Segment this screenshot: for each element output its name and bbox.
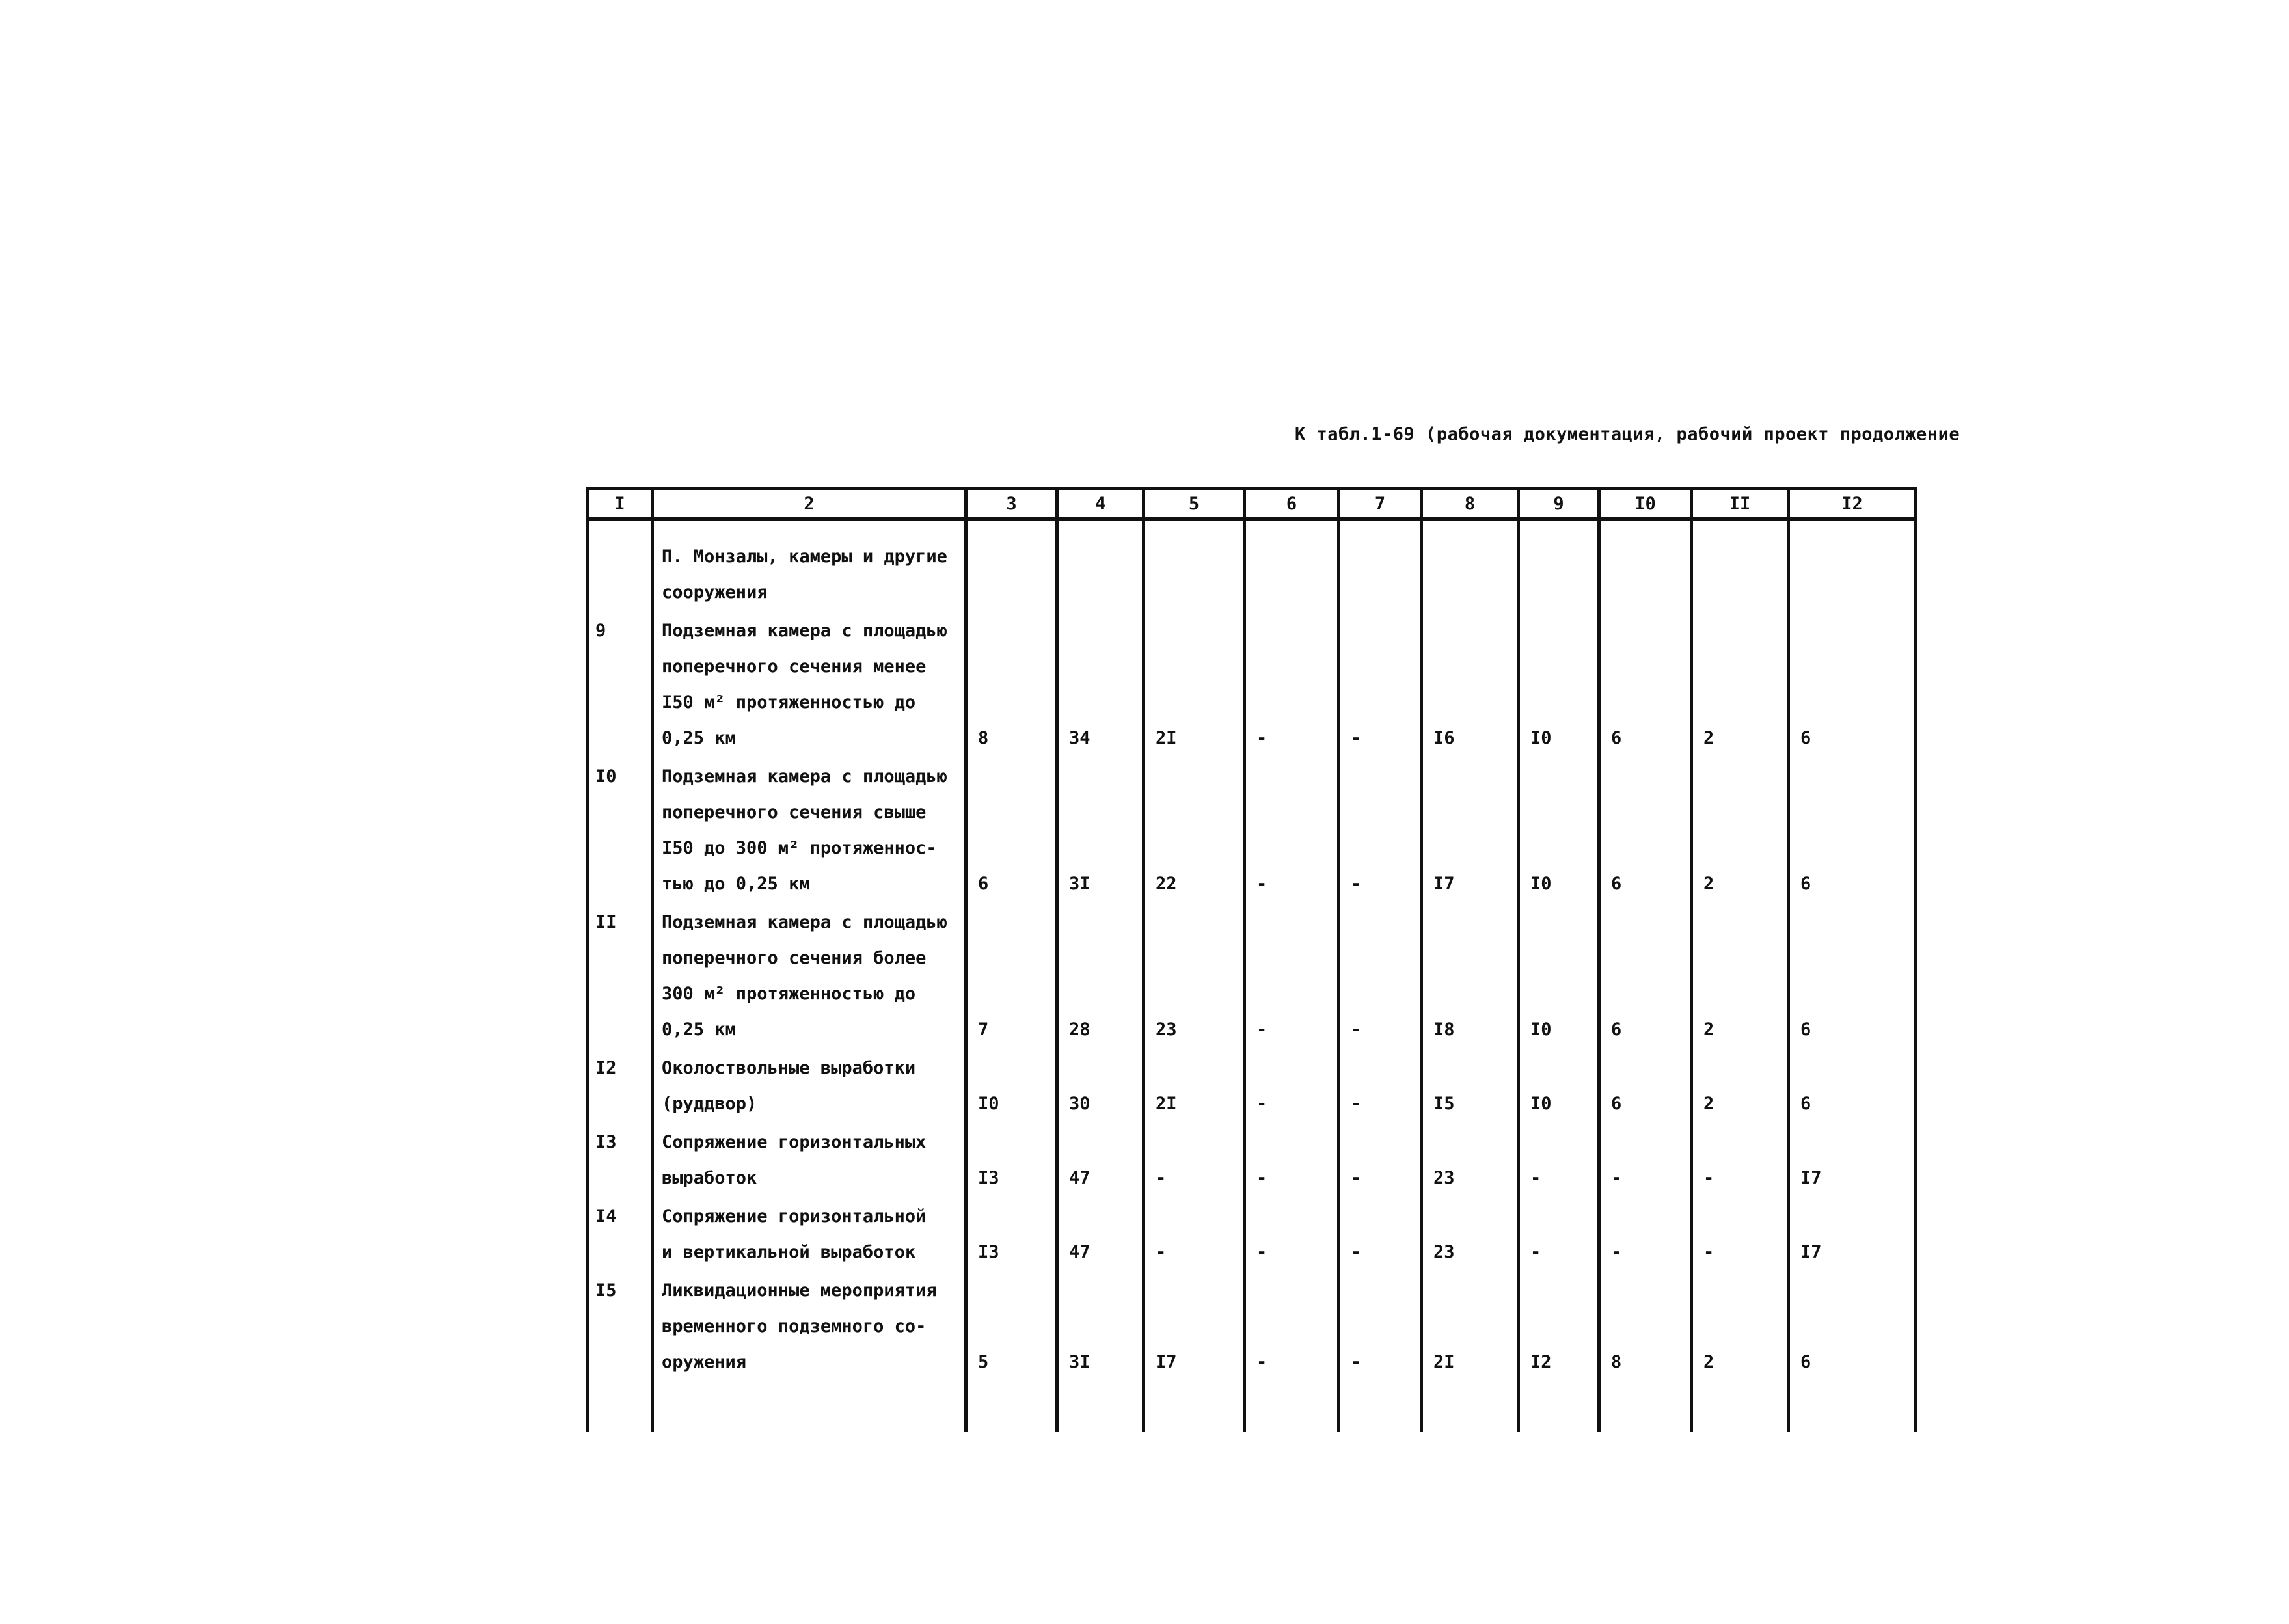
value-cell: 23	[1422, 1122, 1519, 1196]
value-cell: I3	[966, 1122, 1057, 1196]
header-cell: I2	[1789, 489, 1916, 519]
value-cell: -	[1339, 610, 1422, 756]
value-cell: -	[1144, 1196, 1245, 1270]
value-cell: 8	[966, 610, 1057, 756]
value-cell: 30	[1057, 1048, 1144, 1122]
value-cell: I7	[1144, 1270, 1245, 1380]
value-cell: I7	[1789, 1122, 1916, 1196]
row-description: Подземная камера с площадью поперечного сечения более 300 м² протяженностью до 0,25 км	[653, 902, 966, 1048]
value-cell: -	[1339, 756, 1422, 902]
value-cell: 23	[1422, 1196, 1519, 1270]
value-cell: -	[1339, 1122, 1422, 1196]
value-cell: -	[1339, 1048, 1422, 1122]
value-cell: 28	[1057, 902, 1144, 1048]
value-cell: I5	[1422, 1048, 1519, 1122]
table-continuation	[588, 1380, 1916, 1432]
value-cell: -	[1245, 1270, 1339, 1380]
value-cell: I0	[966, 1048, 1057, 1122]
value-cell: 6	[1599, 1048, 1692, 1122]
value-cell: -	[1245, 1196, 1339, 1270]
header-cell: II	[1692, 489, 1789, 519]
value-cell: I0	[1519, 756, 1599, 902]
value-cell: I8	[1422, 902, 1519, 1048]
row-description: Подземная камера с площадью поперечного сечения свыше I50 до 300 м² протяженнос- тью до 0,25 км	[653, 756, 966, 902]
table-row	[588, 610, 1916, 756]
header-cell: 3	[966, 489, 1057, 519]
value-cell: -	[1692, 1122, 1789, 1196]
header-cell: 7	[1339, 489, 1422, 519]
value-cell: -	[1245, 756, 1339, 902]
value-cell: -	[1339, 902, 1422, 1048]
row-number: I0	[588, 756, 653, 902]
value-cell: 6	[1789, 610, 1916, 756]
value-cell: 47	[1057, 1196, 1144, 1270]
value-cell: 3I	[1057, 1270, 1144, 1380]
row-number: I4	[588, 1196, 653, 1270]
header-cell: 6	[1245, 489, 1339, 519]
value-cell: 2I	[1422, 1270, 1519, 1380]
table-row	[588, 1270, 1916, 1380]
value-cell: -	[1519, 1196, 1599, 1270]
value-cell: -	[1245, 1122, 1339, 1196]
row-description: Сопряжение горизонтальной и вертикальной выработок	[653, 1196, 966, 1270]
value-cell: I7	[1789, 1196, 1916, 1270]
header-cell: 4	[1057, 489, 1144, 519]
value-cell: -	[1599, 1196, 1692, 1270]
value-cell: -	[1245, 1048, 1339, 1122]
data-table	[586, 487, 1917, 1432]
value-cell: 8	[1599, 1270, 1692, 1380]
row-description: Ликвидационные мероприятия временного подземного со- оружения	[653, 1270, 966, 1380]
header-cell: 8	[1422, 489, 1519, 519]
value-cell: 2I	[1144, 610, 1245, 756]
value-cell: I0	[1519, 610, 1599, 756]
row-description: Сопряжение горизонтальных выработок	[653, 1122, 966, 1196]
value-cell: I0	[1519, 902, 1599, 1048]
row-number: I3	[588, 1122, 653, 1196]
value-cell: 3I	[1057, 756, 1144, 902]
value-cell: -	[1599, 1122, 1692, 1196]
value-cell: 47	[1057, 1122, 1144, 1196]
value-cell: 22	[1144, 756, 1245, 902]
value-cell: -	[1519, 1122, 1599, 1196]
value-cell: -	[1245, 902, 1339, 1048]
value-cell: 6	[1599, 610, 1692, 756]
value-cell: 2I	[1144, 1048, 1245, 1122]
row-number: I5	[588, 1270, 653, 1380]
value-cell: 6	[1599, 902, 1692, 1048]
value-cell: 2	[1692, 902, 1789, 1048]
table-row	[588, 1122, 1916, 1196]
value-cell: 7	[966, 902, 1057, 1048]
row-number: II	[588, 902, 653, 1048]
value-cell: 6	[1599, 756, 1692, 902]
value-cell: 34	[1057, 610, 1144, 756]
table-row	[588, 1196, 1916, 1270]
section-title: П. Монзалы, камеры и другие сооружения	[653, 519, 966, 611]
table-caption: К табл.1-69 (рабочая документация, рабочий проект продолжение	[1295, 424, 1960, 444]
value-cell: -	[1692, 1196, 1789, 1270]
row-description: Подземная камера с площадью поперечного сечения менее I50 м² протяженностью до 0,25 км	[653, 610, 966, 756]
value-cell: -	[1339, 1196, 1422, 1270]
header-cell: 5	[1144, 489, 1245, 519]
value-cell: I3	[966, 1196, 1057, 1270]
table-row	[588, 756, 1916, 902]
header-cell: 2	[653, 489, 966, 519]
header-cell: I0	[1599, 489, 1692, 519]
value-cell: -	[1339, 1270, 1422, 1380]
header-cell: 9	[1519, 489, 1599, 519]
value-cell: 2	[1692, 1048, 1789, 1122]
section-row	[588, 519, 1916, 611]
row-description: Околоствольные выработки (руддвор)	[653, 1048, 966, 1122]
value-cell: 6	[1789, 902, 1916, 1048]
value-cell: 6	[1789, 1270, 1916, 1380]
value-cell: I6	[1422, 610, 1519, 756]
header-cell: I	[588, 489, 653, 519]
table-row	[588, 1048, 1916, 1122]
table-row	[588, 902, 1916, 1048]
row-number: 9	[588, 610, 653, 756]
value-cell: 6	[1789, 1048, 1916, 1122]
value-cell: 2	[1692, 610, 1789, 756]
value-cell: I0	[1519, 1048, 1599, 1122]
value-cell: -	[1245, 610, 1339, 756]
header-row	[588, 489, 1916, 519]
value-cell: -	[1144, 1122, 1245, 1196]
row-number	[588, 519, 653, 611]
value-cell: 23	[1144, 902, 1245, 1048]
value-cell: 2	[1692, 1270, 1789, 1380]
value-cell: I2	[1519, 1270, 1599, 1380]
value-cell: 5	[966, 1270, 1057, 1380]
row-number: I2	[588, 1048, 653, 1122]
value-cell: 2	[1692, 756, 1789, 902]
value-cell: 6	[966, 756, 1057, 902]
value-cell: 6	[1789, 756, 1916, 902]
value-cell: I7	[1422, 756, 1519, 902]
